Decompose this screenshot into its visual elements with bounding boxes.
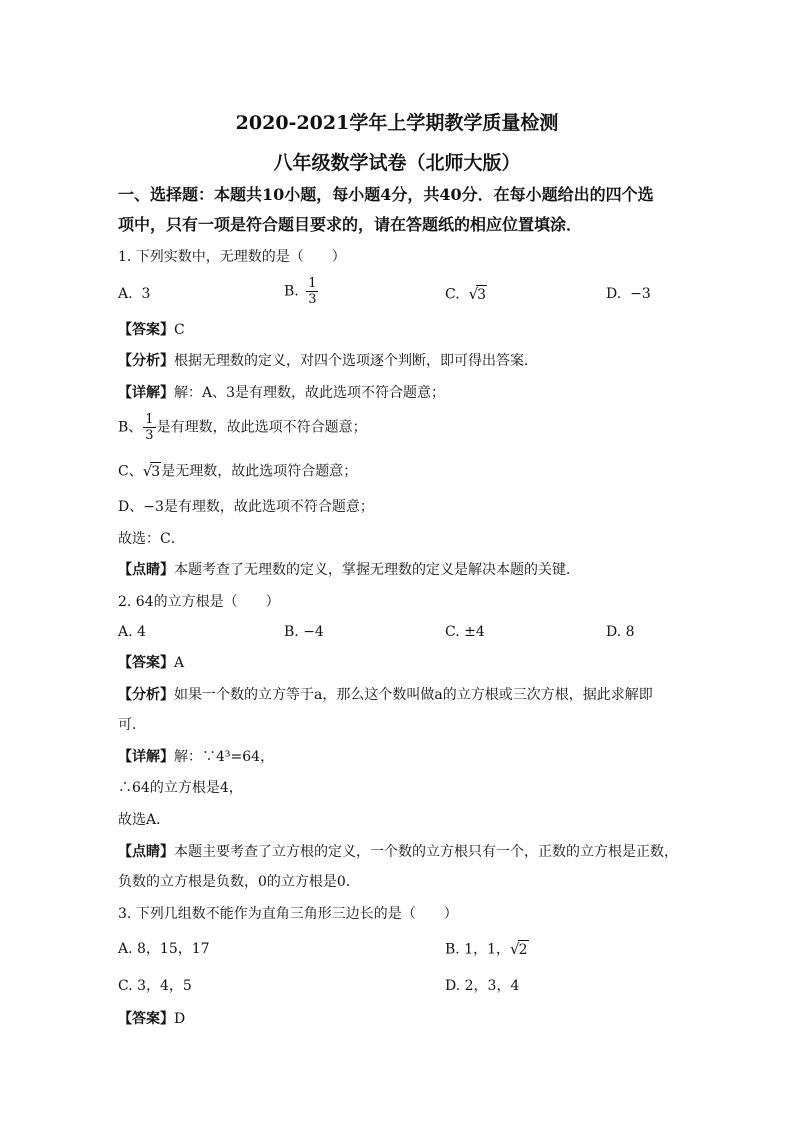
q1-detail: 【详解】解：A、3是有理数，故此选项不符合题意； xyxy=(118,385,446,401)
q1-detail-c: C、√3是无理数，故此选项符合题意； xyxy=(118,462,358,480)
fraction: $\frac{1}{3}$ xyxy=(145,412,154,443)
q2-comment-line2: 负数的立方根是负数，0的立方根是0． xyxy=(118,874,360,890)
q3-option-b: B. 1，1，√2 xyxy=(445,940,528,958)
section-heading-line2: 项中，只有一项是符合题目要求的，请在答题纸的相应位置填涂． xyxy=(118,215,583,234)
q1-choose: 故选：C． xyxy=(118,531,185,547)
q1-option-a: A. 3 xyxy=(118,286,151,302)
q2-analysis-line1: 【分析】如果一个数的立方等于a，那么这个数叫做a的立方根或三次方根，据此求解即 xyxy=(118,687,653,703)
q2-answer: 【答案】A xyxy=(118,655,185,671)
q2-detail: 【详解】解：∵4³=64， xyxy=(118,749,275,765)
sqrt-symbol: √3 xyxy=(468,285,487,303)
q3-option-a: A. 8，15，17 xyxy=(118,941,210,957)
q1-detail-d: D、−3是有理数，故此选项不符合题意； xyxy=(118,499,374,515)
page-subtitle: 八年级数学试卷（北师大版） xyxy=(273,152,521,174)
q2-stem: 2. 64的立方根是（ ） xyxy=(118,594,280,610)
q1-detail-b: B、 $\frac{1}{3}$ 是有理数，故此选项不符合题意； xyxy=(118,412,367,443)
q1-analysis: 【分析】根据无理数的定义，对四个选项逐个判断，即可得出答案． xyxy=(118,353,538,369)
q2-analysis-line2: 可． xyxy=(118,717,146,733)
q3-option-d: D. 2，3，4 xyxy=(445,978,520,994)
q3-option-c: C. 3，4，5 xyxy=(118,978,192,994)
q2-therefore: ∴64的立方根是4， xyxy=(118,780,243,796)
q2-comment-line1: 【点睛】本题主要考查了立方根的定义，一个数的立方根只有一个，正数的立方根是正数， xyxy=(118,844,678,860)
q3-stem: 3. 下列几组数不能作为直角三角形三边长的是（ ） xyxy=(118,906,458,922)
q2-choose: 故选A． xyxy=(118,812,171,828)
q2-option-c: C. ±4 xyxy=(445,624,485,640)
q1-comment: 【点睛】本题考查了无理数的定义，掌握无理数的定义是解决本题的关键． xyxy=(118,562,580,578)
q1-option-d: D. −3 xyxy=(606,286,651,302)
q2-option-a: A. 4 xyxy=(118,624,146,640)
page-title: 2020-2021学年上学期教学质量检测 xyxy=(235,112,559,134)
q1-option-b: B. $\frac{1}{3}$ xyxy=(284,276,317,307)
q1-answer: 【答案】C xyxy=(118,322,185,338)
sqrt-symbol: √3 xyxy=(142,462,161,480)
sqrt-symbol: √2 xyxy=(510,940,528,958)
q1-stem: 1. 下列实数中，无理数的是（ ） xyxy=(118,249,346,265)
q1-option-c: C. √3 xyxy=(445,285,487,303)
q3-answer: 【答案】D xyxy=(118,1011,186,1027)
q2-option-b: B. −4 xyxy=(284,624,324,640)
fraction: $\frac{1}{3}$ xyxy=(308,276,317,307)
q2-option-d: D. 8 xyxy=(606,624,635,640)
section-heading-line1: 一、选择题：本题共10小题，每小题4分，共40分．在每小题给出的四个选 xyxy=(118,185,654,204)
